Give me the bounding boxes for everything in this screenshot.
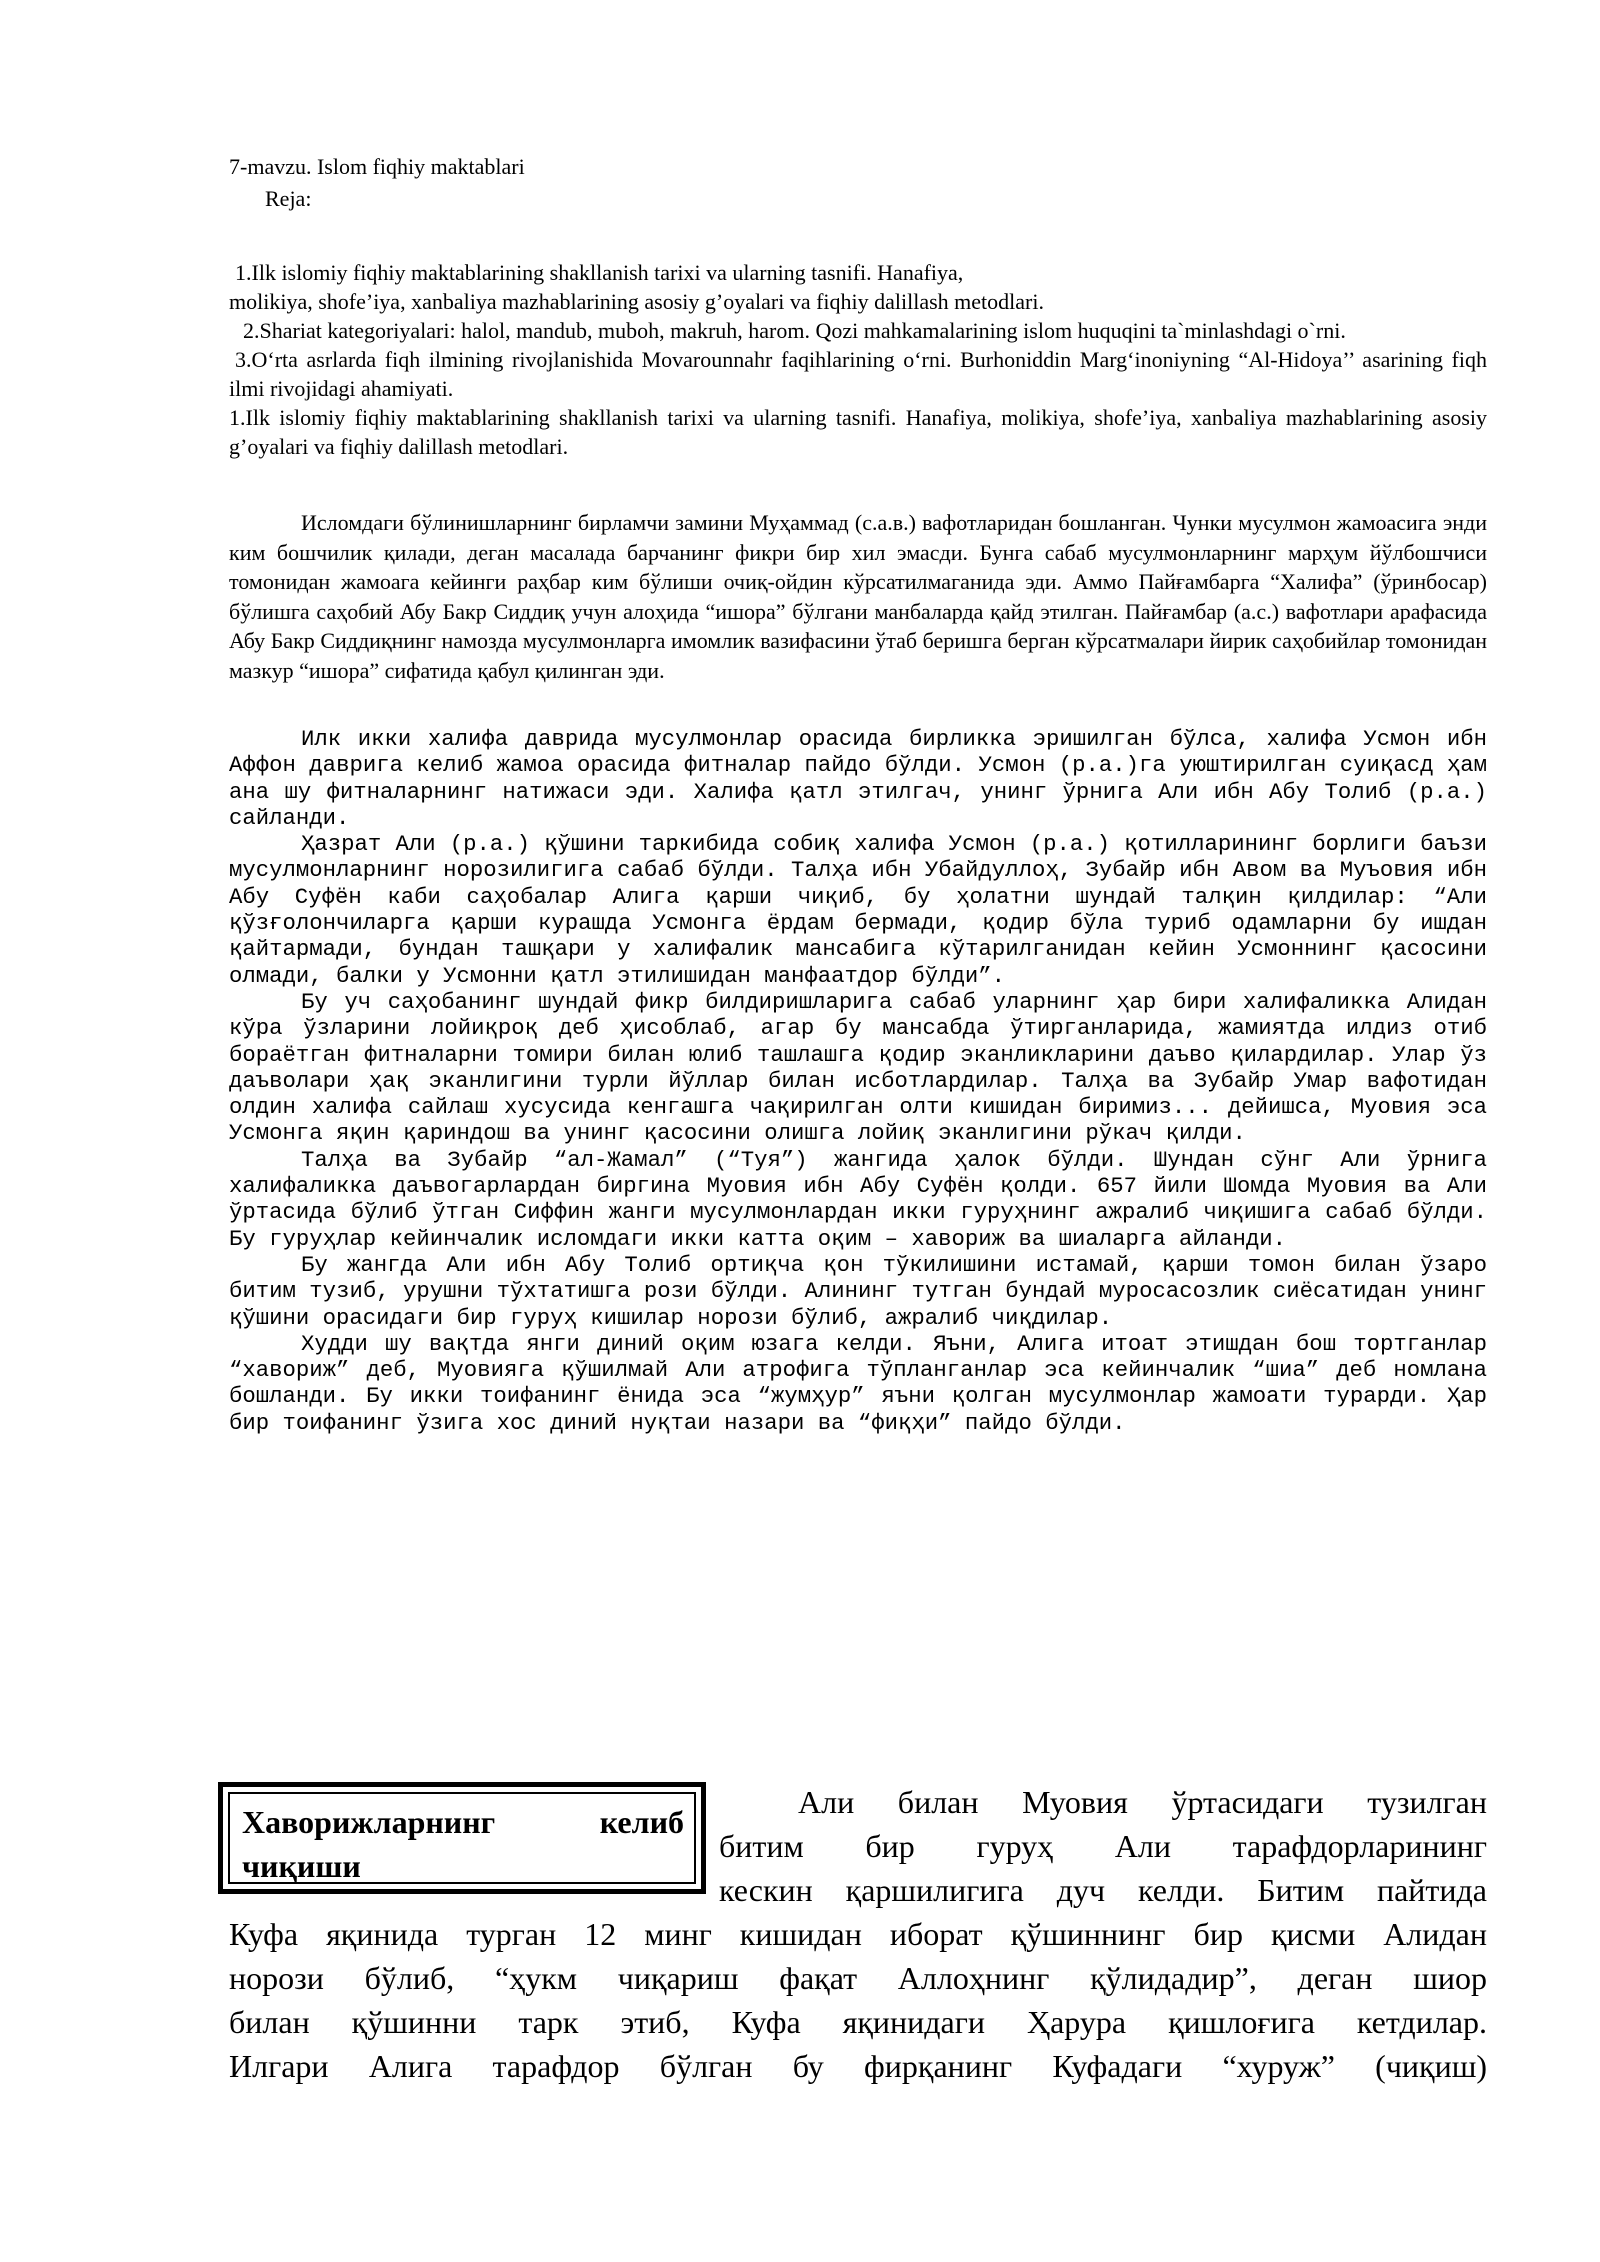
body-paragraph: Талҳа ва Зубайр “ал-Жамал” (“Туя”) жангида ҳалок бўлди. Шундан сўнг Али ўрнига халифаликка даъвогарлардан биргина Муовия ибн Абу Суфён қолди. 657 йили Шомда Муовия ва Али ўртасида бўлиб ўтган Сиффин жанги мусулмонлардан икки гуруҳнинг ажралиб чиқишига сабаб бўлди. Бу гуруҳлар кейинчалик исломдаги икки катта оқим – хавориж ва шиаларга айланди.: [229, 1146, 1487, 1252]
body-paragraph: Бу жангда Али ибн Абу Толиб ортиқча қон тўкилишини истамай, қарши томон билан ўзаро битим тузиб, урушни тўхтатишга рози бўлди. Алининг тутган бундай муросасозлик сиёсатидан унинг қўшини орасидаги бир гуруҳ кишилар норози бўлиб, ажралиб чиқдилар.: [229, 1251, 1487, 1331]
page-title: 7-mavzu. Islom fiqhiy maktablari: [229, 154, 525, 179]
box-heading-word: Хаворижларнинг: [242, 1804, 496, 1840]
side-text-block: [719, 1780, 1487, 1912]
body-paragraph: Худди шу вақтда янги диний оқим юзага келди. Яъни, Алига итоат этишдан бош тортганлар “хавориж” деб, Муовияга қўшилмай Али атрофига тўпланганлар эса кейинчалик “шиа” деб номлана бошланди. Бу икки тоифанинг ёнида эса “жумҳур” яъни қолган мусулмонлар жамоати турарди. Ҳар бир тоифанинг ўзига хос диний нуқтаи назари ва “фиқҳи” пайдо бўлди.: [229, 1330, 1487, 1436]
body-paragraph: Илк икки халифа даврида мусулмонлар орасида бирликка эришилган бўлса, халифа Усмон ибн Аффон даврига келиб жамоа орасида фитналар пайдо бўлди. Усмон (р.а.)га уюштирилган суиқасд ҳам ана шу фитналарнинг натижаси эди. Халифа қатл этилгач, унинг ўрнига Али ибн Абу Толиб (р.а.) сайланди.: [229, 726, 1487, 831]
body-paragraph: Бу уч саҳобанинг шундай фикр билдиришларига сабаб уларнинг ҳар бири халифаликка Алидан кўра ўзларини лойиқроқ деб ҳисоблаб, агар бу мансабда ўтирганларида, жамиятда илдиз отиб бораётган фитналарни томири билан юлиб ташлашга қодир эканликларини даъво қилардилар. Улар ўз даъволари ҳақ эканлигини турли йўллар билан исботлардилар. Талҳа ва Зубайр Умар вафотидан олдин халифа сайлаш хусусида кенгашга чақирилган олти кишидан биримиз... дейишса, Муовия эса Усмонга яқин қариндош ва унинг қасосини олишга лойиқ эканлигини рўкач қилди.: [229, 988, 1487, 1147]
plan-list: [229, 258, 1487, 461]
body-paragraph: Ҳазрат Али (р.а.) қўшини таркибида собиқ халифа Усмон (р.а.) қотилларининг борлиги баъзи мусулмонларнинг норозилигига сабаб бўлди. Талҳа ибн Убайдуллоҳ, Зубайр ибн Авом ва Муъовия ибн Абу Суфён каби саҳобалар Алига қарши чиқиб, бу ҳолатни шундай талқин қилдилар: “Али қўзғолончиларга қарши курашда Усмонга ёрдам бермади, қодир бўла туриб одамларни бу ишдан қайтармади, бундан ташқари у халифалик мансабига кўтарилганидан кейин Усмоннинг қасосини олмади, балки у Усмонни қатл этилишидан манфаатдор бўлди”.: [229, 831, 1487, 989]
body-text-block: [229, 726, 1487, 1436]
plan-item-1b: molikiya, shofe’iya, xanbaliya mazhablarining asosiy g’oyalari va fiqhiy dalillash metodlari.: [229, 289, 1044, 314]
text-line: билан қўшинни тарк этиб, Куфа яқинидаги Ҳарура қишлоғига кетдилар.: [229, 2004, 1487, 2040]
text-line: норози бўлиб, “ҳукм чиқариш фақат Аллоҳнинг қўлидадир”, деган шиор: [229, 1960, 1487, 1996]
side-text-line: кескин қаршилигига дуч келди. Битим пайтида: [719, 1872, 1487, 1908]
box-heading-word: келиб: [599, 1804, 684, 1840]
side-text-line: Али билан Муовия ўртасидаги тузилган: [798, 1784, 1487, 1820]
side-text-line: битим бир гуруҳ Али тарафдорларининг: [719, 1828, 1487, 1864]
plan-item-2: 2.Shariat kategoriyalari: halol, mandub, muboh, makruh, harom. Qozi mahkamalarining islom huquqini ta`minlashdagi o`rni.: [243, 318, 1346, 343]
intro-paragraph: Исломдаги бўлинишларнинг бирламчи замини Муҳаммад (с.а.в.) вафотларидан бошланган. Чунки мусулмон жамоасига энди ким бошчилик қилади, деган масалада барчанинг фикри бир хил эмасди. Бунга сабаб мусулмонларнинг марҳум йўлбошчиси томонидан жамоага кейинги раҳбар ким бўлиши очиқ-ойдин кўрсатилмаганида эди. Аммо Пайғамбарга “Халифа” (ўринбосар) бўлишга саҳобий Абу Бакр Сиддиқ учун алоҳида “ишора” бўлгани манбаларда қайд этилган. Пайғамбар (а.с.) вафотлари арафасида Абу Бакр Сиддиқнинг намозда мусулмонларга имомлик вазифасини ўтаб беришга берган кўрсатмалари йирик саҳобийлар томонидан мазкур “ишора” сифатида қабул қилинган эди.: [229, 510, 1487, 683]
plan-heading: Reja:: [265, 186, 312, 211]
text-line: Илгари Алига тарафдор бўлган бу фирқанинг Куфадаги “хуруж” (чиқиш): [229, 2048, 1487, 2084]
plan-item-3: 3.O‘rta asrlarda fiqh ilmining rivojlanishida Movarounnahr faqihlarining o‘rni. Burhoniddin Marg‘inoniyning “Al-Hidoya’’ asarining fiqh ilmi rivojidagi ahamiyati.: [229, 347, 1487, 401]
text-line: Куфа яқинида турган 12 минг кишидан иборат қўшиннинг бир қисми Алидан: [229, 1916, 1487, 1952]
box-heading-word: чиқиши: [242, 1848, 361, 1884]
intro-paragraph-block: [229, 508, 1487, 685]
section-heading-1: 1.Ilk islomiy fiqhiy maktablarining shakllanish tarixi va ularning tasnifi. Hanafiya, molikiya, shofe’iya, xanbaliya mazhablarining asosiy g’oyalari va fiqhiy dalillash metodlari.: [229, 405, 1487, 459]
plan-item-1a: 1.Ilk islomiy fiqhiy maktablarining shakllanish tarixi va ularning tasnifi. Hanafiya,: [235, 260, 964, 285]
continued-text-block: [229, 1912, 1487, 2088]
section-box-frame: [218, 1782, 706, 1894]
section-box-heading: [228, 1792, 696, 1884]
